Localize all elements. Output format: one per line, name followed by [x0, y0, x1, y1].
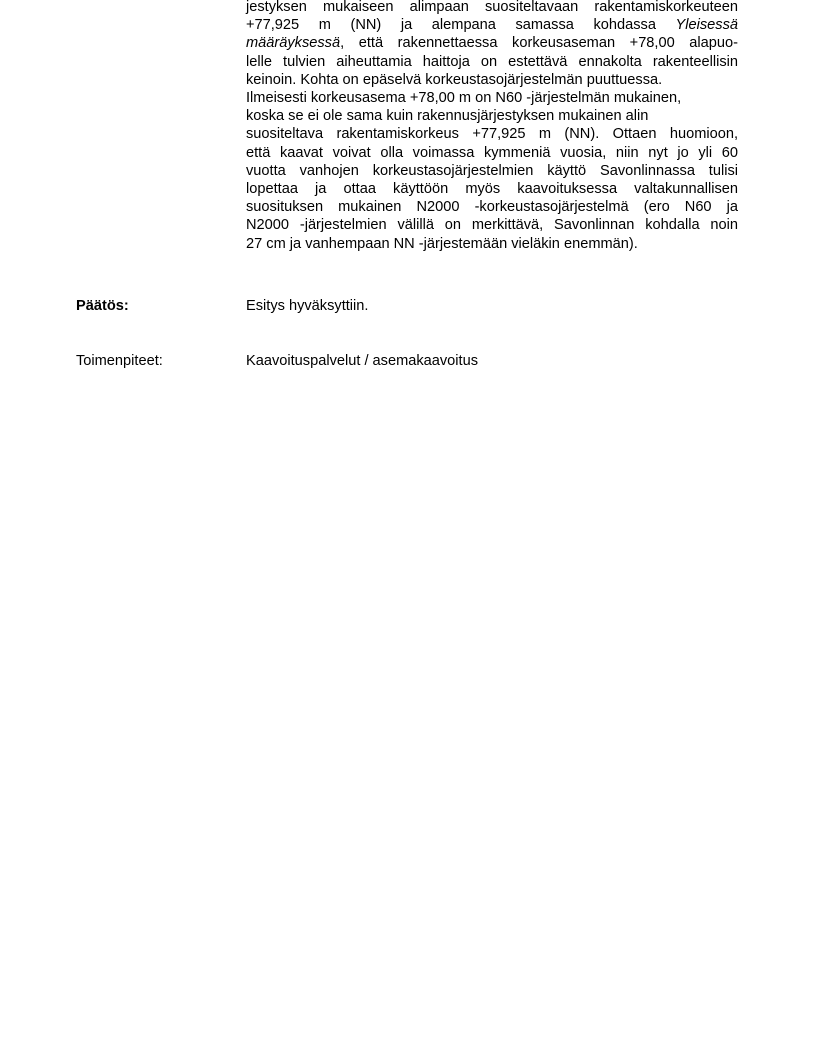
paragraph-line: [246, 0, 738, 16]
text-segment: suositeltava rakentamiskorkeus +77,925 m (NN). Ottaen huomioon,: [246, 126, 738, 143]
decision-label: Päätös:: [76, 298, 129, 314]
text-segment: koska se ei ole sama kuin rakennusjärjestyksen mukainen alin: [246, 108, 649, 125]
paragraph-line: [246, 16, 738, 34]
text-segment: keinoin. Kohta on epäselvä korkeustasojärjestelmän puuttuessa.: [246, 71, 663, 88]
text-segment: N2000 -järjestelmien välillä on merkittävä, Savonlinnan kohdalla noin: [246, 217, 738, 234]
decision-value: Esitys hyväksyttiin.: [246, 298, 369, 314]
text-segment: että kaavat voivat olla voimassa kymmeniä vuosia, niin nyt jo yli 60: [246, 144, 738, 161]
paragraph-line: [246, 53, 738, 71]
text-segment: lelle tulvien aiheuttamia haittoja on estettävä ennakolta rakenteellisin: [246, 53, 738, 70]
italic-term: määräyksessä: [246, 35, 341, 52]
text-segment: lopettaa ja ottaa käyttöön myös kaavoituksessa valtakunnallisen: [246, 181, 738, 198]
paragraph-line: [246, 235, 738, 253]
paragraph-line: [246, 34, 738, 52]
paragraph-line: [246, 107, 738, 125]
text-segment: 27 cm ja vanhempaan NN -järjestemään vieläkin enemmän).: [246, 235, 638, 252]
text-segment: Ilmeisesti korkeusasema +78,00 m on N60 -järjestelmän mukainen,: [246, 90, 682, 107]
paragraph-line: [246, 125, 738, 143]
paragraph-line: [246, 216, 738, 234]
paragraph-line: [246, 144, 738, 162]
actions-value: Kaavoituspalvelut / asemakaavoitus: [246, 353, 479, 369]
paragraph-line: [246, 180, 738, 198]
body-paragraph: [246, 0, 738, 253]
text-segment: vuotta vanhojen korkeustasojärjestelmien käyttö Savonlinnassa tulisi: [246, 162, 738, 179]
text-segment: +77,925 m (NN) ja alempana samassa kohdassa: [246, 17, 676, 34]
paragraph-line: [246, 162, 738, 180]
paragraph-line: [246, 89, 738, 107]
paragraph-line: [246, 198, 738, 216]
paragraph-line: [246, 71, 738, 89]
text-segment: suosituksen mukainen N2000 -korkeustasojärjestelmä (ero N60 ja: [246, 199, 738, 216]
text-segment: , että rakennettaessa korkeusaseman +78,00 alapuo-: [340, 35, 738, 52]
actions-label: Toimenpiteet:: [76, 353, 163, 369]
italic-term: Yleisessä: [675, 17, 738, 34]
text-segment: jestyksen mukaiseen alimpaan suositeltavaan rakentamiskorkeuteen: [246, 0, 738, 15]
